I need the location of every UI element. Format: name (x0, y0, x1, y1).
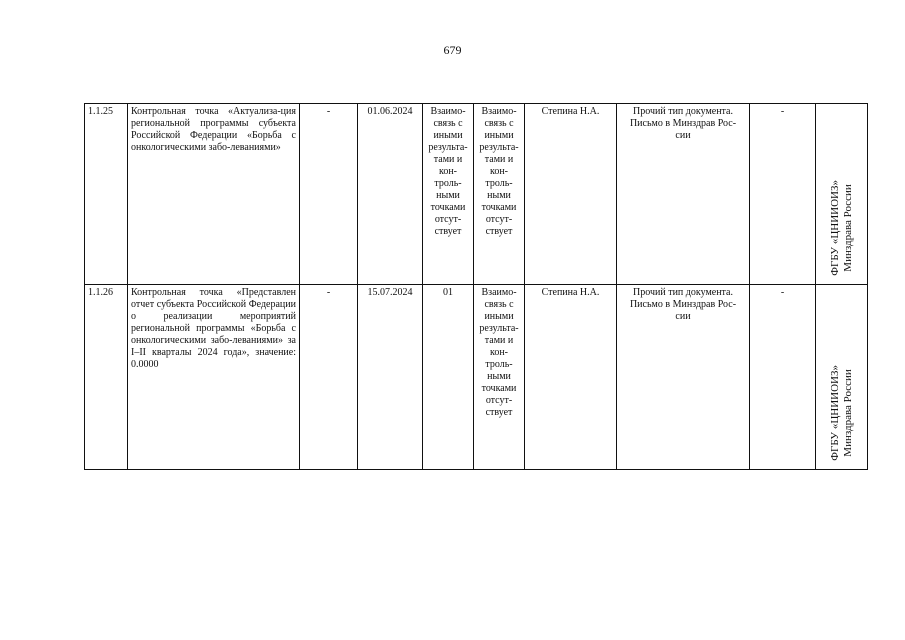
row-relation-1: 01 (423, 285, 474, 470)
row-organization: ФГБУ «ЦНИИОИЗ» Минздрава России (816, 104, 868, 285)
row-number: 1.1.25 (85, 104, 128, 285)
row-col3: - (300, 285, 358, 470)
row-description: Контрольная точка «Актуализа-ция региональной программы субъекта Российской Федерации «Борьба с онкологическими забо-леваниями» (128, 104, 300, 285)
page-number: 679 (443, 43, 462, 57)
row-relation-1: Взаимо- связь с иными результа- тами и кон- троль- ными точками отсут- ствует (423, 104, 474, 285)
row-date: 01.06.2024 (358, 104, 423, 285)
row-responsible: Степина Н.А. (525, 104, 617, 285)
row-relation-2: Взаимо- связь с иными результа- тами и кон- троль- ными точками отсут- ствует (474, 104, 525, 285)
row-col3: - (300, 104, 358, 285)
table-row (85, 104, 868, 285)
table-row (85, 285, 868, 470)
row-relation-2: Взаимо- связь с иными результа- тами и кон- троль- ными точками отсут- ствует (474, 285, 525, 470)
row-date: 15.07.2024 (358, 285, 423, 470)
row-document-type: Прочий тип документа. Письмо в Минздрав Рос- сии (617, 104, 750, 285)
row-document-type: Прочий тип документа. Письмо в Минздрав Рос- сии (617, 285, 750, 470)
document-table (84, 103, 868, 470)
row-col9: - (750, 285, 816, 470)
row-number: 1.1.26 (85, 285, 128, 470)
row-organization: ФГБУ «ЦНИИОИЗ» Минздрава России (816, 285, 868, 470)
row-col9: - (750, 104, 816, 285)
row-responsible: Степина Н.А. (525, 285, 617, 470)
row-description: Контрольная точка «Представлен отчет субъекта Российской Федерации о реализации мероприятий региональной программы «Борьба с онкологическими забо-леваниями» за I–II кварталы 2024 года», значение: 0.0000 (128, 285, 300, 470)
